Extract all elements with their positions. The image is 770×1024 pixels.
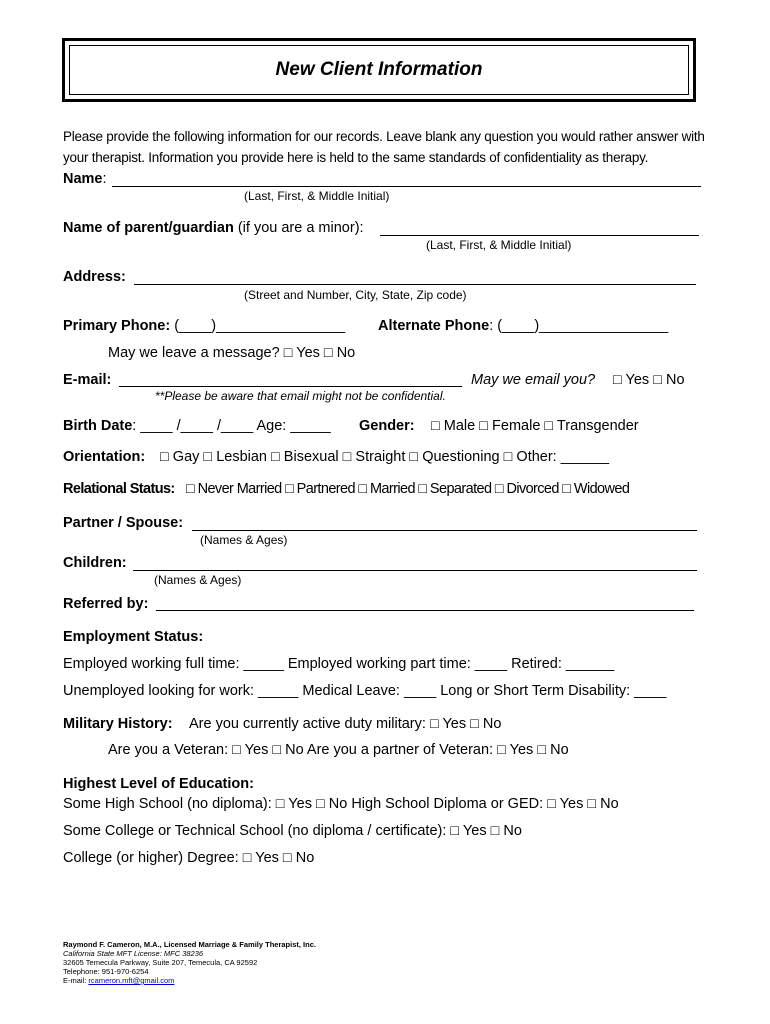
gender-label: Gender: (359, 418, 415, 434)
orientation-options[interactable]: □ Gay □ Lesbian □ Bisexual □ Straight □ Questioning □ Other: ______ (160, 449, 610, 465)
footer-email-link[interactable]: rcameron.mft@gmail.com (88, 976, 175, 985)
primary-phone-field[interactable]: (____)________________ (174, 318, 346, 334)
primary-phone-label: Primary Phone: (63, 318, 171, 334)
orientation-label: Orientation: (63, 449, 146, 465)
name-colon: : (102, 171, 107, 187)
footer (63, 940, 316, 985)
partner-label: Partner / Spouse: (63, 515, 184, 531)
children-label: Children: (63, 555, 127, 571)
parent-suffix: (if you are a minor): (237, 220, 364, 236)
alternate-phone-field[interactable]: : (____)________________ (489, 318, 669, 334)
address-hint: (Street and Number, City, State, Zip code) (244, 288, 467, 302)
children-hint: (Names & Ages) (154, 573, 242, 587)
relational-label: Relational Status: (63, 481, 175, 497)
alternate-phone-group (378, 318, 668, 334)
footer-line-4: Telephone: 951-970-6254 (63, 967, 149, 976)
partner-hint: (Names & Ages) (200, 533, 288, 547)
email-field[interactable] (119, 386, 462, 387)
primary-phone-group (63, 318, 345, 334)
parent-label: Name of parent/guardian (63, 220, 234, 236)
name-hint: (Last, First, & Middle Initial) (244, 189, 390, 203)
address-label: Address: (63, 269, 126, 285)
birth-group (63, 418, 331, 434)
parent-field[interactable] (380, 235, 699, 236)
education-row-2[interactable]: Some College or Technical School (no diploma / certificate): □ Yes □ No (63, 823, 522, 839)
education-row-3[interactable]: College (or higher) Degree: □ Yes □ No (63, 850, 315, 866)
parent-label-group (63, 220, 364, 236)
email-question: May we email you? (471, 372, 596, 388)
education-label: Highest Level of Education: (63, 776, 254, 792)
footer-line-5 (63, 976, 316, 985)
footer-line-1: Raymond F. Cameron, M.A., Licensed Marriage & Family Therapist, Inc. (63, 940, 316, 949)
partner-field[interactable] (192, 530, 697, 531)
leave-message-question[interactable]: May we leave a message? □ Yes □ No (108, 345, 356, 361)
page-title: New Client Information (275, 59, 483, 80)
name-label: Name (63, 171, 103, 187)
title-inner-border (69, 45, 689, 95)
email-options[interactable]: □ Yes □ No (613, 372, 685, 388)
employment-label: Employment Status: (63, 629, 204, 645)
email-label: E-mail: (63, 372, 112, 388)
footer-line-2: California State MFT License: MFC 38236 (63, 949, 204, 958)
title-box (62, 38, 696, 102)
employment-row-1[interactable]: Employed working full time: _____ Employed working part time: ____ Retired: ______ (63, 656, 615, 672)
referred-field[interactable] (156, 610, 694, 611)
name-field[interactable] (112, 186, 701, 187)
parent-hint: (Last, First, & Middle Initial) (426, 238, 572, 252)
intro-paragraph: Please provide the following information for our records. Leave blank any question you would rather answer with your therapist. Information you provide here is held to the same standards of confidentiality as therapy. (63, 129, 705, 165)
address-field[interactable] (134, 284, 696, 285)
relational-options[interactable]: □ Never Married □ Partnered □ Married □ Separated □ Divorced □ Widowed (186, 481, 630, 497)
military-label: Military History: (63, 716, 173, 732)
children-field[interactable] (133, 570, 697, 571)
gender-options[interactable]: □ Male □ Female □ Transgender (431, 418, 639, 434)
education-row-1[interactable]: Some High School (no diploma): □ Yes □ No High School Diploma or GED: □ Yes □ No (63, 796, 619, 812)
military-question-2[interactable]: Are you a Veteran: □ Yes □ No Are you a partner of Veteran: □ Yes □ No (108, 742, 569, 758)
name-label-group (63, 171, 107, 187)
employment-row-2[interactable]: Unemployed looking for work: _____ Medical Leave: ____ Long or Short Term Disability: ____ (63, 683, 667, 699)
alternate-phone-label: Alternate Phone (378, 318, 490, 334)
footer-line-3: 32605 Temecula Parkway, Suite 207, Temecula, CA 92592 (63, 958, 258, 967)
birth-field[interactable]: : ____ /____ /____ Age: _____ (132, 418, 331, 434)
military-question-1[interactable]: Are you currently active duty military: □ Yes □ No (189, 716, 502, 732)
referred-label: Referred by: (63, 596, 149, 612)
footer-email-prefix: E-mail: (63, 976, 89, 985)
email-note: **Please be aware that email might not be confidential. (155, 389, 446, 403)
birth-label: Birth Date (63, 418, 133, 434)
